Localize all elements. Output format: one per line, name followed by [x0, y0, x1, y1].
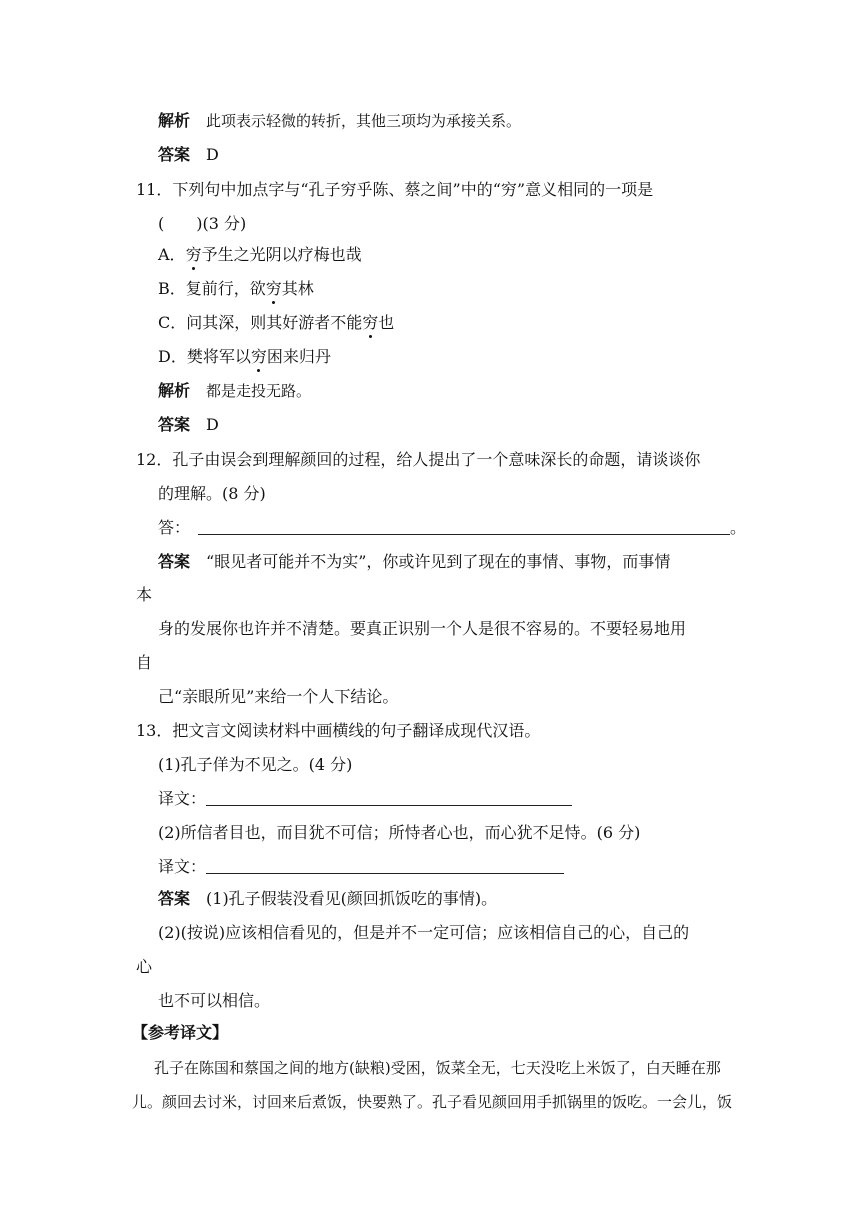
answer-wrap: 本: [136, 585, 153, 604]
translation-label: 译文：: [158, 857, 207, 876]
answer-text: 身的发展你也许并不清楚。要真正识别一个人是很不容易的。不要轻易地用: [158, 619, 687, 638]
analysis-label: 解析: [158, 111, 191, 130]
q11-analysis: [158, 381, 311, 401]
dotted-char: 穷: [185, 245, 202, 264]
answer-label: 答案: [158, 552, 191, 571]
option-b: B．复前行，欲穷其林: [158, 279, 314, 298]
answer-value: D: [206, 145, 219, 164]
q12-reply: 答： 。: [158, 518, 747, 537]
answer-text: 己“亲眼所见”来给一个人下结论。: [158, 687, 399, 706]
q13-trans1: [158, 789, 572, 809]
answer-wrap: 心: [136, 957, 153, 976]
analysis-label: 解析: [158, 381, 191, 400]
q13-trans2: [158, 857, 564, 877]
analysis-text: 都是走投无路。: [206, 382, 312, 400]
answer-text: “眼见者可能并不为实”，你或许见到了现在的事情、事物，而事情: [206, 552, 671, 571]
q13-stem: [136, 721, 540, 741]
question-text: 把文言文阅读材料中画横线的句子翻译成现代汉语。: [172, 721, 541, 740]
q13-sub2: (2)所信者目也，而目犹不可信；所恃者心也，而心犹不足恃。(6 分): [158, 823, 641, 842]
option-label: C．: [158, 313, 187, 332]
option-a: A．穷予生之光阴以疗梅也哉: [158, 245, 362, 264]
dotted-char: 穷: [250, 347, 267, 366]
reply-label: 答：: [158, 518, 191, 537]
answer-text: (2)(按说)应该相信看见的，但是并不一定可信；应该相信自己的心，自己的: [158, 923, 690, 942]
answer-label: 答案: [158, 145, 191, 164]
q12-answer: [158, 552, 670, 572]
translation-blank[interactable]: [206, 857, 564, 874]
q11-stem: [136, 180, 653, 200]
answer-label: 答案: [158, 415, 191, 434]
answer-value: D: [206, 415, 219, 434]
reference-heading: 【参考译文】: [132, 1023, 229, 1042]
reference-text: 儿。颜回去讨米，讨回来后煮饭，快要熟了。孔子看见颜回用手抓锅里的饭吃。一会儿，饭: [132, 1093, 733, 1111]
dotted-char: 穷: [362, 313, 379, 332]
answer-wrap: 自: [136, 653, 153, 672]
translation-blank[interactable]: [206, 789, 572, 806]
question-number: 12．: [136, 450, 173, 469]
answer-text: 也不可以相信。: [158, 991, 271, 1010]
question-number: 13．: [136, 721, 173, 740]
q12-stem-cont: 的理解。(8 分): [158, 484, 266, 503]
option-label: D．: [158, 347, 187, 366]
answer-label: 答案: [158, 889, 191, 908]
reference-text: 孔子在陈国和蔡国之间的地方(缺粮)受困，饭菜全无，七天没吃上米饭了，白天睡在那: [154, 1059, 721, 1077]
dotted-char: 穷: [265, 279, 282, 298]
q11-score: ( )(3 分): [158, 214, 247, 233]
option-c: C．问其深，则其好游者不能穷也: [158, 313, 395, 332]
question-number: 11．: [136, 180, 173, 199]
option-label: B．: [158, 279, 186, 298]
option-label: A．: [158, 245, 186, 264]
q11-answer: [158, 415, 219, 435]
answer-text: (1)孔子假装没看见(颜回抓饭吃的事情)。: [206, 889, 498, 908]
analysis-text: 此项表示轻微的转折，其他三项均为承接关系。: [206, 112, 522, 130]
question-text: 孔子由误会到理解颜回的过程，给人提出了一个意味深长的命题，请谈谈你: [172, 450, 701, 469]
question-text: 下列句中加点字与“孔子穷乎陈、蔡之间”中的“穷”意义相同的一项是: [172, 180, 654, 199]
q13-answer: [158, 889, 497, 909]
translation-label: 译文：: [158, 789, 207, 808]
option-d: D．樊将军以穷困来归丹: [158, 347, 331, 366]
q10-answer: [158, 145, 219, 165]
answer-blank[interactable]: [198, 518, 730, 535]
q10-analysis: [158, 111, 521, 131]
q13-sub1: (1)孔子佯为不见之。(4 分): [158, 755, 353, 774]
q12-stem: [136, 450, 700, 470]
